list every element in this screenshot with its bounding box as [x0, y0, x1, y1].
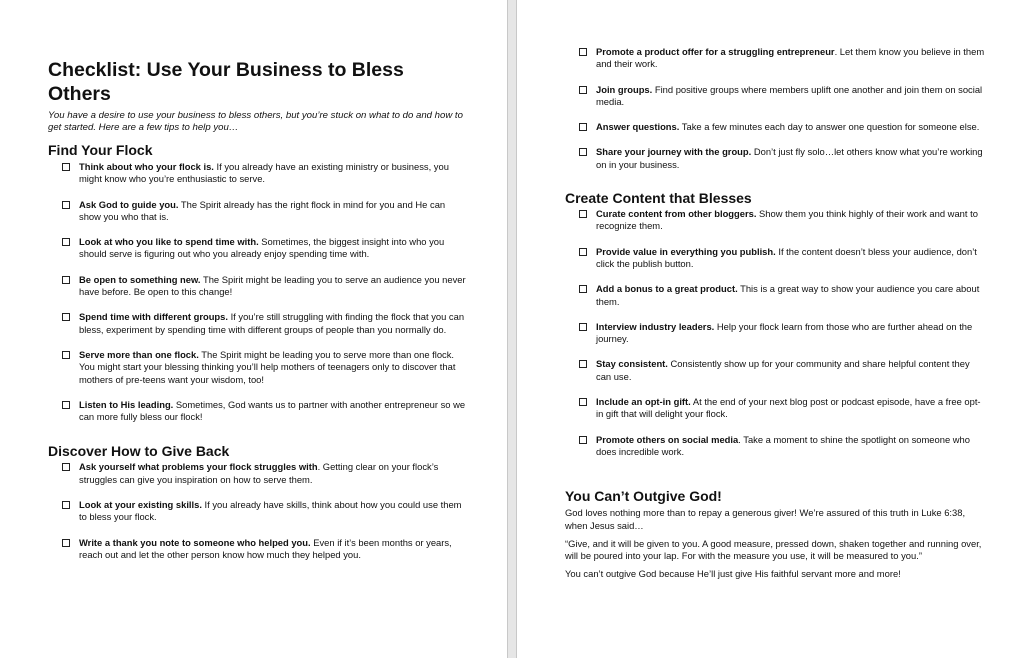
checkbox-icon — [579, 148, 587, 156]
list-item — [48, 311, 468, 336]
item-text: Sometimes, the biggest insight into who you should serve is figuring out who you already enjoy spending time with. — [79, 236, 445, 260]
item-lead: Stay consistent. — [596, 358, 668, 370]
item-text: Take a few minutes each day to answer one question for someone else. — [679, 121, 980, 133]
item-text: . Take a moment to shine the spotlight on someone who does incredible work. — [596, 433, 970, 457]
checkbox-icon — [579, 86, 587, 94]
checkbox-icon — [62, 201, 70, 209]
item-lead: Curate content from other bloggers. — [596, 208, 757, 220]
list-item — [48, 399, 468, 424]
list-item — [565, 321, 985, 346]
checkbox-icon — [62, 313, 70, 321]
item-text: Sometimes, God wants us to partner with another entrepreneur so we can more fully bless our flock! — [79, 398, 466, 423]
item-lead: Promote others on social media — [596, 433, 739, 445]
list-item — [48, 461, 468, 486]
checkbox-icon — [62, 401, 70, 409]
item-lead: Be open to something new. — [79, 273, 201, 285]
checkbox-icon — [62, 351, 70, 359]
item-text: The Spirit might be leading you to serve an audience you never have before. Be open to this change! — [79, 273, 466, 298]
item-text: Show them you think highly of their work and want to recognize them. — [596, 208, 978, 232]
item-text: Help your flock learn from those who are further ahead on the journey. — [596, 320, 973, 345]
item-lead: Add a bonus to a great product. — [596, 283, 738, 295]
list-item — [565, 46, 985, 71]
list-item — [565, 146, 985, 171]
item-text: . Let them know you believe in them and their work. — [596, 46, 985, 70]
item-lead: Ask God to guide you. — [79, 198, 179, 210]
list-item — [48, 236, 468, 261]
document-page-2 — [517, 0, 1024, 658]
item-lead: Listen to His leading. — [79, 398, 174, 410]
item-text: If you’re still struggling with finding the flock that you can bless, experiment by spending time with different groups of people than you normally do. — [79, 311, 465, 335]
checkbox-icon — [579, 48, 587, 56]
checkbox-icon — [579, 123, 587, 131]
list-item — [48, 274, 468, 299]
item-lead: Join groups. — [596, 83, 653, 95]
item-lead: Answer questions. — [596, 121, 680, 133]
item-lead: Spend time with different groups. — [79, 311, 228, 323]
item-text: The Spirit might be leading you to serve more than one flock. You might start your blessing thinking you’ll help mothers of teenagers only to discover that mothers of pre-teens want your wisdom, too! — [79, 348, 456, 385]
list-item — [565, 84, 985, 109]
checkbox-icon — [579, 360, 587, 368]
scripture-quote: “Give, and it will be given to you. A good measure, pressed down, shaken together and running over, will be poured into your lap. For with the measure you use, it will be measured to you.” — [565, 537, 982, 562]
item-lead: Include an opt-in gift. — [596, 396, 691, 408]
intro-text: You have a desire to use your business to bless others, but you’re stuck on what to do and how to get started. Here are a few tips to help you… — [48, 110, 463, 133]
checkbox-icon — [62, 463, 70, 471]
list-item — [48, 161, 468, 186]
page-2-content — [565, 46, 985, 581]
list-item — [565, 208, 985, 233]
checkbox-icon — [579, 323, 587, 331]
item-text: Consistently show up for your community and share helpful content they can use. — [596, 358, 970, 382]
checkbox-icon — [62, 539, 70, 547]
checkbox-icon — [62, 501, 70, 509]
item-text: Even if it’s been months or years, reach out and let the other person know how much they helped you. — [79, 536, 452, 560]
item-text: At the end of your next blog post or podcast episode, have a free opt-in gift that will delight your flock. — [596, 396, 981, 420]
item-text: If the content doesn’t bless your audience, don’t click the publish button. — [596, 245, 977, 269]
item-lead: Ask yourself what problems your flock struggles with — [79, 461, 318, 473]
checkbox-icon — [62, 163, 70, 171]
item-lead: Look at who you like to spend time with. — [79, 236, 259, 248]
item-lead: Provide value in everything you publish. — [596, 245, 776, 257]
heading-discover-how-to-give-back: Discover How to Give Back — [48, 443, 230, 460]
list-item — [48, 537, 468, 562]
checkbox-icon — [62, 238, 70, 246]
item-text: This is a great way to show your audience you care about them. — [596, 283, 980, 307]
page-1-content — [48, 58, 468, 561]
list-item — [565, 246, 985, 271]
checkbox-icon — [62, 276, 70, 284]
list-item — [565, 283, 985, 308]
outgive-paragraph-1: God loves nothing more than to repay a generous giver! We’re assured of this truth in Luke 6:38, when Jesus said… — [565, 507, 966, 531]
list-item — [565, 396, 985, 421]
list-item — [565, 358, 985, 383]
list-item — [48, 349, 468, 386]
list-item — [48, 199, 468, 224]
item-lead: Promote a product offer for a struggling entrepreneur — [596, 46, 835, 57]
item-text: If you already have an existing ministry or business, you might know who you’re enthusiastic to serve. — [79, 161, 449, 185]
item-lead: Write a thank you note to someone who helped you. — [79, 536, 311, 548]
item-text: Don’t just fly solo…let others know what you’re working on in your business. — [596, 146, 983, 170]
item-lead: Think about who your flock is. — [79, 161, 214, 172]
item-text: The Spirit already has the right flock in mind for you and He can show you who that is. — [79, 198, 446, 222]
item-lead: Look at your existing skills. — [79, 499, 202, 511]
heading-you-cant-outgive-god: You Can’t Outgive God! — [565, 488, 722, 505]
checkbox-icon — [579, 285, 587, 293]
item-lead: Share your journey with the group. — [596, 146, 752, 158]
checklist-create-content — [565, 208, 985, 458]
outgive-paragraph-3: You can’t outgive God because He’ll just give His faithful servant more and more! — [565, 568, 901, 580]
item-text: . Getting clear on your flock’s struggles can give you inspiration on how to serve them. — [79, 461, 439, 485]
document-title: Checklist: Use Your Business to Bless Others — [48, 59, 404, 105]
checklist-give-back-part-2 — [565, 46, 985, 171]
checklist-find-your-flock — [48, 161, 468, 423]
checklist-give-back-part-1 — [48, 461, 468, 561]
list-item — [565, 434, 985, 459]
checkbox-icon — [579, 436, 587, 444]
item-lead: Interview industry leaders. — [596, 320, 715, 332]
heading-find-your-flock: Find Your Flock — [48, 142, 153, 158]
list-item — [565, 121, 985, 133]
item-lead: Serve more than one flock. — [79, 348, 199, 360]
heading-create-content-that-blesses: Create Content that Blesses — [565, 190, 752, 207]
list-item — [48, 499, 468, 524]
item-text: Find positive groups where members uplift one another and join them on social media. — [596, 83, 983, 107]
item-text: If you already have skills, think about how you could use them to bless your flock. — [79, 499, 462, 523]
document-page-1 — [0, 0, 507, 658]
checkbox-icon — [579, 210, 587, 218]
checkbox-icon — [579, 248, 587, 256]
checkbox-icon — [579, 398, 587, 406]
